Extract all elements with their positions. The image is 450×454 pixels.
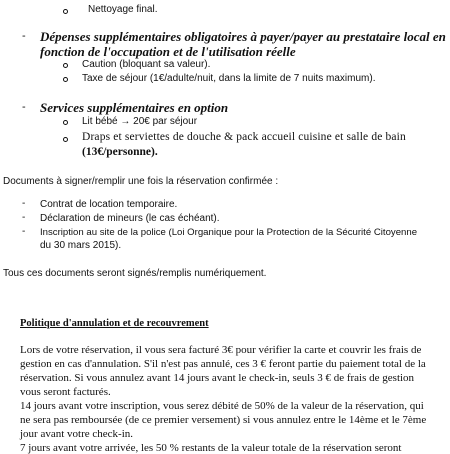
- section-heading-obligatoires-line2: fonction de l'occupation et de l'utilisation réelle: [40, 44, 296, 59]
- list-item-taxe: Taxe de séjour (1€/adulte/nuit, dans la limite de 7 nuits maximum).: [82, 73, 376, 84]
- policy-para2-line1: 14 jours avant votre inscription, vous serez débité de 50% de la valeur de la réservation, qui: [20, 400, 424, 412]
- dash-bullet-icon: -: [22, 101, 26, 113]
- list-item-lit-bebe: Lit bébé → 20€ par séjour: [82, 116, 198, 127]
- documents-outro: Tous ces documents seront signés/remplis numériquement.: [3, 268, 267, 279]
- policy-para3-line1: 7 jours avant votre arrivée, les 50 % restants de la valeur totale de la réservation seront: [20, 442, 402, 454]
- list-item-nettoyage: Nettoyage final.: [88, 4, 158, 15]
- list-item-caution: Caution (bloquant sa valeur).: [82, 59, 211, 70]
- circle-bullet-icon: [63, 9, 68, 14]
- documents-intro: Documents à signer/remplir une fois la réservation confirmée :: [3, 176, 279, 187]
- circle-bullet-icon: [63, 63, 68, 68]
- policy-para2-line2: ne sera pas remboursée (de ce premier versement) si vous annulez entre le 14ème et le 7ème: [20, 414, 427, 426]
- document-item-declaration: Déclaration de mineurs (le cas échéant).: [40, 213, 220, 224]
- policy-para2-line3: jour avant votre check-in.: [20, 428, 134, 440]
- dash-bullet-icon: -: [22, 30, 26, 42]
- section-heading-options: Services supplémentaires en option: [40, 100, 229, 115]
- list-item-draps-line1: Draps et serviettes de douche & pack accueil cuisine et salle de bain: [82, 131, 406, 143]
- section-heading-obligatoires-line1: Dépenses supplémentaires obligatoires à payer/payer au prestataire local en: [40, 29, 446, 44]
- dash-bullet-icon: -: [22, 212, 26, 223]
- policy-para1-line1: Lors de votre réservation, il vous sera facturé 3€ pour vérifier la carte et couvrir les frais de: [20, 344, 422, 356]
- policy-title: Politique d'annulation et de recouvrement: [20, 318, 209, 329]
- circle-bullet-icon: [63, 77, 68, 82]
- circle-bullet-icon: [63, 120, 68, 125]
- circle-bullet-icon: [63, 137, 68, 142]
- document-item-inscription-line1: Inscription au site de la police (Loi Organique pour la Protection de la Sécurité Citoyenne: [40, 227, 418, 238]
- document-item-contrat: Contrat de location temporaire.: [40, 199, 178, 210]
- policy-para1-line4: vous seront facturés.: [20, 386, 111, 398]
- document-item-inscription-line2: du 30 mars 2015).: [40, 240, 122, 251]
- policy-para1-line2: gestion en cas d'annulation. S'il n'est pas annulé, ces 3 € feront partie du paiement total de la: [20, 358, 426, 370]
- dash-bullet-icon: -: [22, 226, 26, 237]
- policy-para1-line3: réservation. Si vous annulez avant 14 jours avant le check-in, seuls 3 € de frais de gestion: [20, 372, 415, 384]
- dash-bullet-icon: -: [22, 198, 26, 209]
- list-item-draps-line2: (13€/personne).: [82, 146, 158, 158]
